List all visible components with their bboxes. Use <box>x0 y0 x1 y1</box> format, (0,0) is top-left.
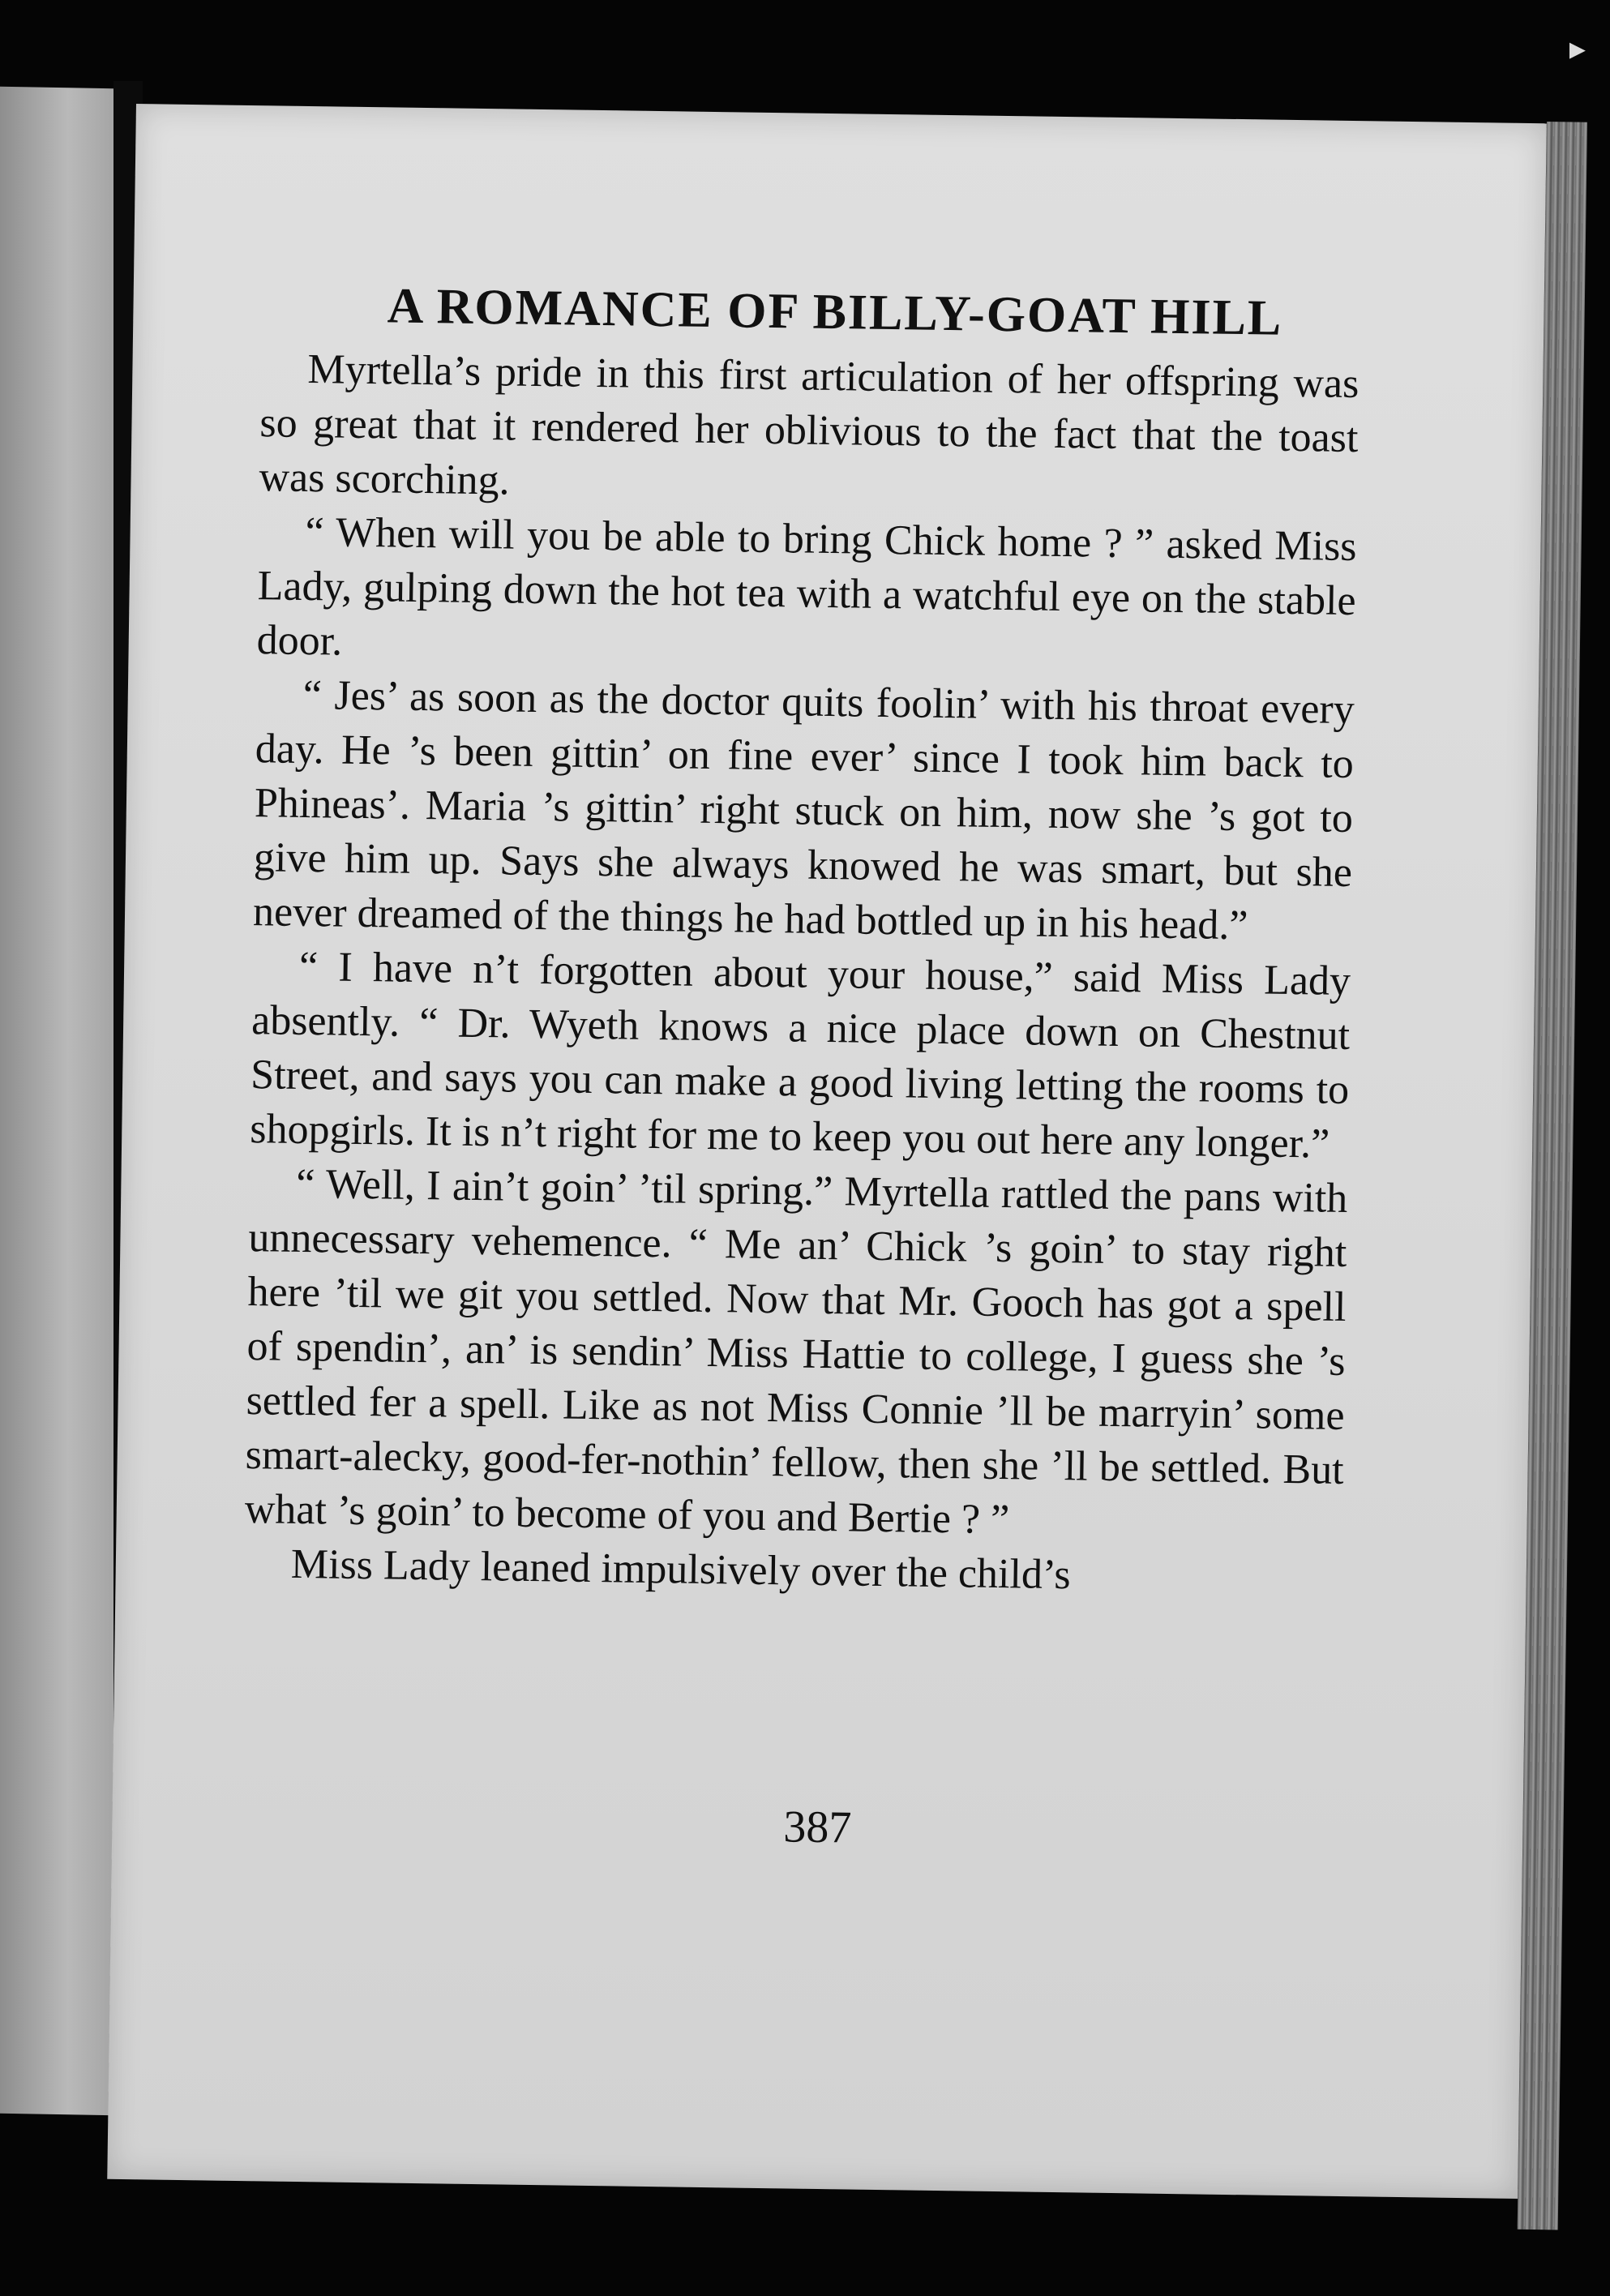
facing-page-edge <box>0 87 113 2115</box>
corner-mark: ▸ <box>1569 30 1586 66</box>
paragraph: “ Well, I ain’t goin’ ’til spring.” Myrtella rattled the pans with unnecessary vehemence. “ Me an’ Chick ’s goin’ to stay right here ’til we git you settled. Now that Mr. Gooch has got a spell of spendin’, an’ is sendin’ Miss Hattie to college, I guess she ’s settled fer a spell. Like as not Miss Connie ’ll be marryin’ some smart-alecky, good-fer-nothin’ fellow, then she ’ll be settled. But what ’s goin’ to become of you and Bertie ? ” <box>244 1160 1348 1544</box>
paragraph: “ Jes’ as soon as the doctor quits foolin’ with his throat every day. He ’s been gittin’ on fine ever’ since I took him back to Phineas’. Maria ’s gittin’ right stuck on him, now she ’s got to give him up. Says she always knowed he was smart, but she never dreamed of the things he had bottled up in his head.” <box>252 671 1355 949</box>
page-number: 387 <box>782 1801 852 1853</box>
book-page <box>107 104 1547 2199</box>
running-head: A ROMANCE OF BILLY-GOAT HILL <box>387 278 1283 346</box>
paragraph: Miss Lady leaned impulsively over the child’s <box>290 1540 1072 1599</box>
paragraph: “ When will you be able to bring Chick home ? ” asked Miss Lady, gulping down the hot tea with a watchful eye on the stable door. <box>256 508 1357 665</box>
page-content <box>243 276 1360 1606</box>
paragraph: Myrtella’s pride in this first articulation of her offspring was so great that it rendered her oblivious to the fact that the toast was scorching. <box>259 345 1360 504</box>
paragraph: “ I have n’t forgotten about your house,” said Miss Lady absently. “ Dr. Wyeth knows a nice place down on Chestnut Street, and says you can make a good living letting the rooms to shopgirls. It is n’t right for me to keep you out here any longer.” <box>249 943 1351 1167</box>
